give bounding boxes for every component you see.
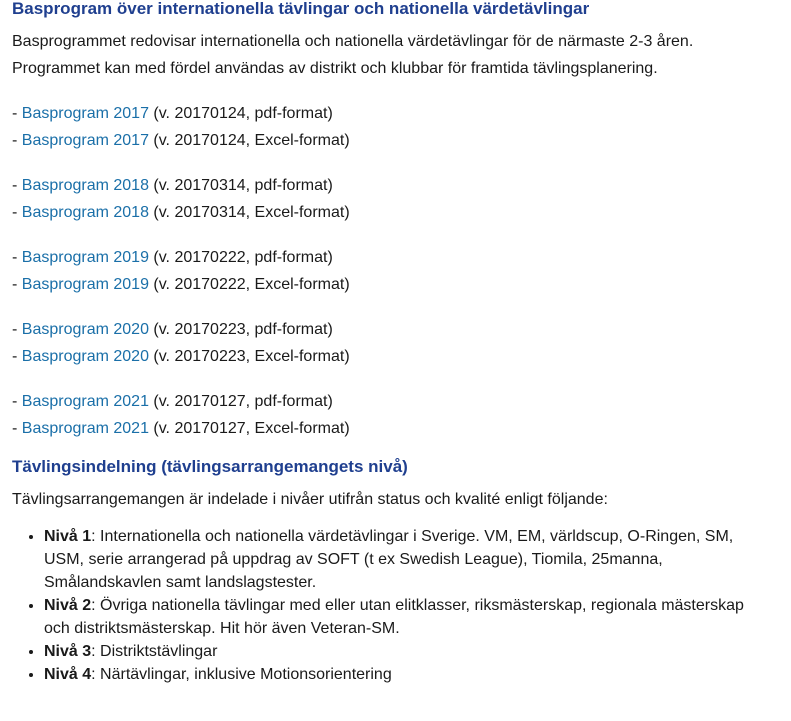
- list-dash: -: [12, 276, 22, 293]
- version-info: (v. 20170124, pdf-format): [148, 105, 333, 122]
- basprogram-2021-pdf-link[interactable]: Basprogram 2021: [21, 393, 149, 410]
- download-list: [12, 100, 782, 442]
- levels-intro-text: Tävlingsarrangemangen är indelade i nivåer utifrån status och kvalité enligt följande:: [12, 491, 608, 508]
- download-row: [12, 388, 782, 415]
- download-row: [12, 415, 782, 442]
- download-row: [12, 172, 782, 199]
- version-info: (v. 20170222, pdf-format): [148, 249, 333, 266]
- list-dash: -: [12, 420, 22, 437]
- download-group-2021: [12, 388, 782, 442]
- list-dash: -: [12, 177, 22, 194]
- level-description: : Internationella och nationella värdetävlingar i Sverige. VM, EM, världscup, O-Ringen, SM, USM, serie arrangerad på uppdrag av SOFT (t ex Swedish League), Tiomila, 25manna, Smålandskavlen samt landslagstester.: [44, 528, 734, 591]
- list-dash: -: [12, 132, 22, 149]
- download-row: [12, 244, 782, 271]
- download-row: [12, 199, 782, 226]
- version-info: (v. 20170127, Excel-format): [148, 420, 350, 437]
- download-group-2020: [12, 316, 782, 370]
- version-info: (v. 20170124, Excel-format): [148, 132, 350, 149]
- list-item-level-3: [44, 640, 749, 663]
- list-dash: -: [12, 204, 22, 221]
- download-row: [12, 343, 782, 370]
- basprogram-2018-excel-link[interactable]: Basprogram 2018: [21, 204, 149, 221]
- list-item-level-4: [44, 663, 749, 686]
- version-info: (v. 20170223, Excel-format): [148, 348, 350, 365]
- version-info: (v. 20170127, pdf-format): [148, 393, 333, 410]
- basprogram-2019-pdf-link[interactable]: Basprogram 2019: [21, 249, 149, 266]
- list-item-level-1: [44, 525, 749, 594]
- section-heading-tavlingsindelning: Tävlingsindelning (tävlingsarrangemangets nivå): [12, 457, 408, 476]
- level-description: : Närtävlingar, inklusive Motionsorientering: [91, 666, 392, 683]
- level-label: Nivå 4: [44, 666, 92, 683]
- levels-list: [12, 525, 782, 686]
- version-info: (v. 20170222, Excel-format): [148, 276, 350, 293]
- basprogram-2020-pdf-link[interactable]: Basprogram 2020: [21, 321, 149, 338]
- list-dash: -: [12, 348, 22, 365]
- basprogram-2017-pdf-link[interactable]: Basprogram 2017: [21, 105, 149, 122]
- download-row: [12, 127, 782, 154]
- basprogram-2020-excel-link[interactable]: Basprogram 2020: [21, 348, 149, 365]
- download-group-2018: [12, 172, 782, 226]
- list-item-level-2: [44, 594, 749, 640]
- level-label: Nivå 2: [44, 597, 92, 614]
- basprogram-2019-excel-link[interactable]: Basprogram 2019: [21, 276, 149, 293]
- level-description: : Distriktstävlingar: [91, 643, 218, 660]
- level-description: : Övriga nationella tävlingar med eller utan elitklasser, riksmästerskap, regionala mästerskap och distriktsmästerskap. Hit hör även Veteran-SM.: [44, 597, 744, 637]
- download-group-2017: [12, 100, 782, 154]
- level-label: Nivå 1: [44, 528, 92, 545]
- level-label: Nivå 3: [44, 643, 92, 660]
- version-info: (v. 20170314, Excel-format): [148, 204, 350, 221]
- basprogram-2018-pdf-link[interactable]: Basprogram 2018: [21, 177, 149, 194]
- list-dash: -: [12, 105, 22, 122]
- version-info: (v. 20170223, pdf-format): [148, 321, 333, 338]
- basprogram-2017-excel-link[interactable]: Basprogram 2017: [21, 132, 149, 149]
- download-group-2019: [12, 244, 782, 298]
- section-heading-basprogram: Basprogram över internationella tävlingar och nationella värdetävlingar: [12, 0, 590, 18]
- page-content: [12, 0, 782, 686]
- list-dash: -: [12, 321, 22, 338]
- version-info: (v. 20170314, pdf-format): [148, 177, 333, 194]
- basprogram-intro-text: Basprogrammet redovisar internationella och nationella värdetävlingar för de närmaste 2-3 åren. Programmet kan med fördel användas av distrikt och klubbar för framtida tävlingsplanering.: [12, 33, 694, 77]
- list-dash: -: [12, 393, 22, 410]
- download-row: [12, 271, 782, 298]
- list-dash: -: [12, 249, 22, 266]
- download-row: [12, 100, 782, 127]
- basprogram-2021-excel-link[interactable]: Basprogram 2021: [21, 420, 149, 437]
- download-row: [12, 316, 782, 343]
